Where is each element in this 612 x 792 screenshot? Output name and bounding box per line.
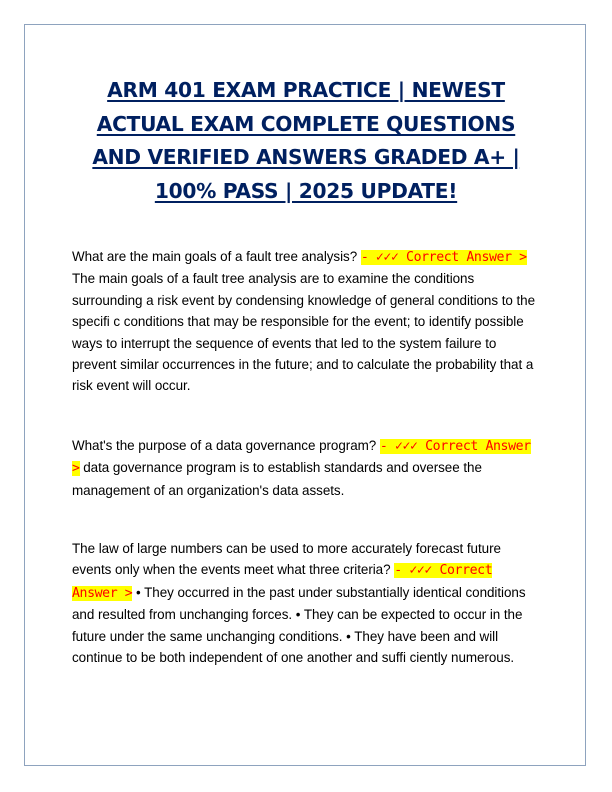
question-text: The law of large numbers can be used to more accurately forecast future events only when the events meet what three criteria? xyxy=(72,541,501,578)
document-title-text: ARM 401 EXAM PRACTICE | NEWEST ACTUAL EXAM COMPLETE QUESTIONS AND VERIFIED ANSWERS GRADED A+ | 100% PASS | 2025 UPDATE! xyxy=(92,78,520,203)
answer-text: data governance program is to establish standards and oversee the management of an organization's data assets. xyxy=(72,460,482,498)
qa-item xyxy=(72,435,542,501)
question-text: What are the main goals of a fault tree analysis? xyxy=(72,249,358,264)
qa-item xyxy=(72,538,542,668)
answer-text: • They occurred in the past under substantially identical conditions and resulted from unchanging forces. • They can be expected to occur in the future under the same unchanging conditions. • They have been and will continue to be both independent of one another and suffi ciently numerous. xyxy=(72,584,526,666)
qa-item xyxy=(72,246,542,397)
correct-answer-marker: - ✓✓✓ Correct Answer > xyxy=(360,250,527,265)
question-text: What's the purpose of a data governance program? xyxy=(72,438,377,453)
correct-answer-marker: - ✓✓✓ Correct Answer > xyxy=(72,563,493,601)
correct-answer-marker: - ✓✓✓ Correct Answer > xyxy=(72,439,531,477)
answer-text: The main goals of a fault tree analysis are to examine the conditions surrounding a risk event by condensing knowledge of general conditions to the specifi c conditions that may be responsible for the event; to identify possible ways to interrupt the sequence of events that led to the system failure to prevent similar occurrences in the future; and to calculate the probability that a risk event will occur. xyxy=(72,271,536,394)
document-title xyxy=(76,74,536,208)
